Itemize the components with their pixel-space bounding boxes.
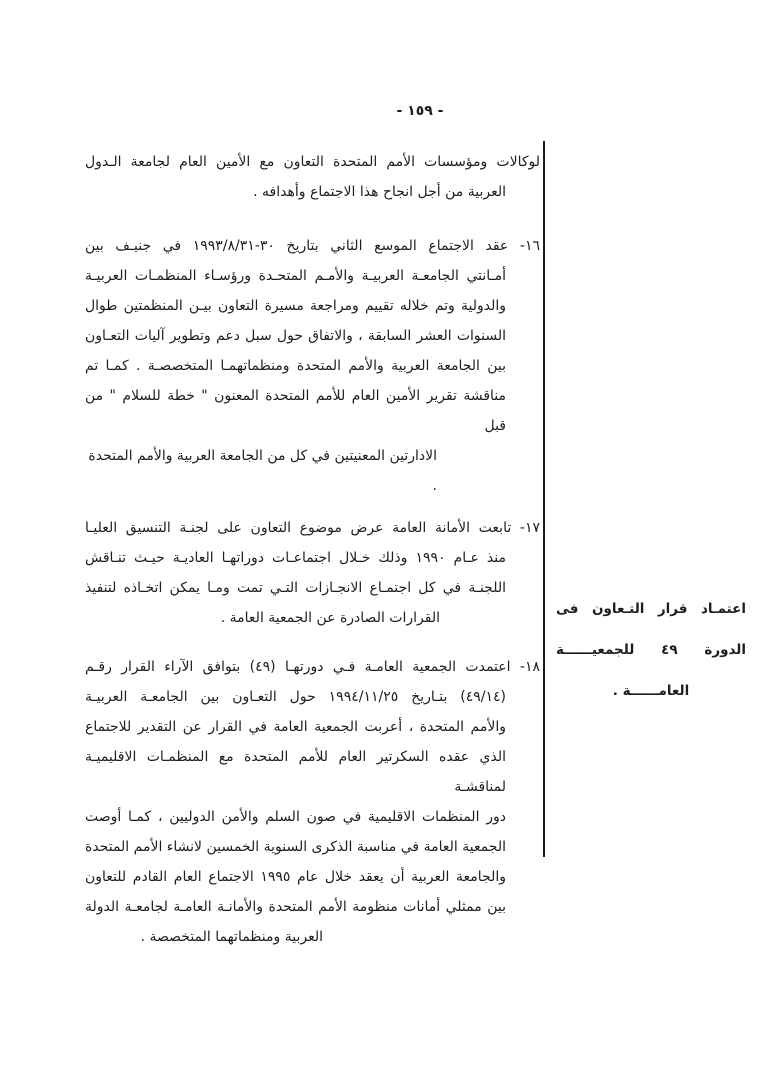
text-line: (٤٩/١٤) بتـاريخ ٢٥‏/‏١١‏/‏١٩٩٤ حول التعـاون بين الجامعـة العربيـة — [85, 689, 507, 705]
margin-note-line: الدورة ٤٩ للجمعيــــــة — [556, 642, 746, 658]
text-line: بين ممثلي أمانات منظومة الأمم المتحدة والأمانـة العامـة لجامعـة الدولة — [85, 899, 506, 915]
text-line: مناقشة تقرير الأمين العام للأمم المتحدة المعنون " خطة للسلام " من قبل — [85, 388, 506, 434]
text-line: منذ عـام ١٩٩٠ وذلك خـلال اجتماعـات دوراتهـا العاديـة حيـث تنـاقش — [85, 550, 506, 566]
text-line: اللجنـة في كل اجتمـاع الانجـازات التـي تمت ومـا يمكن اتخـاذه لتنفيذ — [85, 580, 506, 596]
item-number: ١٦- — [519, 238, 541, 254]
text-line — [85, 652, 540, 682]
margin-annotation — [556, 589, 746, 712]
text-line: السنوات العشر السابقة ، والاتفاق حول سبل دعم وتطوير آليات التعـاون — [85, 328, 506, 344]
text-line: العربية ومنظماتهما المتخصصة . — [140, 929, 323, 945]
text-line: والدولية وتم خلاله تقييم ومراجعة مسيرة التعاون بيـن المنظمتين طوال — [85, 298, 506, 314]
text-line: أمـانتي الجامعـة العربيـة والأمـم المتحـدة ورؤسـاء المنظمـات العربيـة — [85, 268, 506, 284]
text-line — [85, 231, 540, 261]
item-number: ١٧- — [519, 520, 540, 536]
text-line: بين الجامعة العربية والأمم المتحدة ومنظماتهمـا المتخصصـة . كمـا تم — [85, 358, 506, 374]
text-line: دور المنظمات الاقليمية في صون السلم والأمن الدوليين ، كمـا أوصت — [85, 809, 506, 825]
margin-divider-rule — [543, 141, 545, 857]
body-text-column — [85, 147, 540, 952]
text-line: الادارتين المعنيتين في كل من الجامعة العربية والأمم المتحدة . — [88, 448, 437, 494]
text-line — [85, 513, 540, 543]
text-line: والأمم المتحدة ، أعربت الجمعية العامة في القرار عن التقدير للاجتماع — [85, 719, 506, 735]
text-line: والجامعة العربية أن يعقد خلال عام ١٩٩٥ الاجتماع العام القادم للتعاون — [85, 869, 506, 885]
text-line: لوكالات ومؤسسات الأمم المتحدة التعاون مع الأمين العام لجامعة الـدول — [85, 154, 540, 170]
line-text: اعتمدت الجمعية العامـة فـي دورتهـا (٤٩) بتوافق الآراء القرار رقـم — [85, 659, 511, 675]
margin-note-line: العامــــــة . — [612, 683, 690, 699]
text-line: الذي عقده السكرتير العام للأمم المتحدة مع المنظمـات الاقليميـة لمناقشـة — [85, 749, 506, 795]
page-number: - ١٥٩ - — [396, 103, 444, 119]
paragraph-item-17 — [85, 513, 540, 633]
line-text: تابعت الأمانة العامة عرض موضوع التعاون على لجنـة التنسيق العليـا — [85, 520, 512, 536]
paragraph-item-16 — [85, 231, 540, 501]
paragraph-intro-continuation — [85, 147, 540, 207]
text-line: القرارات الصادرة عن الجمعية العامة . — [220, 610, 440, 626]
item-number: ١٨- — [519, 659, 541, 675]
margin-note-line: اعتمـاد قرار التـعاون فى — [556, 601, 746, 617]
line-text: عقد الاجتماع الموسع الثاني بتاريخ ٣٠-٣١‏/‏٨‏/‏١٩٩٣ في جنيـف بين — [85, 238, 509, 254]
paragraph-item-18 — [85, 652, 540, 952]
text-line: العربية من أجل انجاح هذا الاجتماع وأهدافه . — [253, 184, 506, 200]
text-line: الجمعية العامة في مناسبة الذكرى السنوية الخمسين لانشاء الأمم المتحدة — [85, 839, 506, 855]
